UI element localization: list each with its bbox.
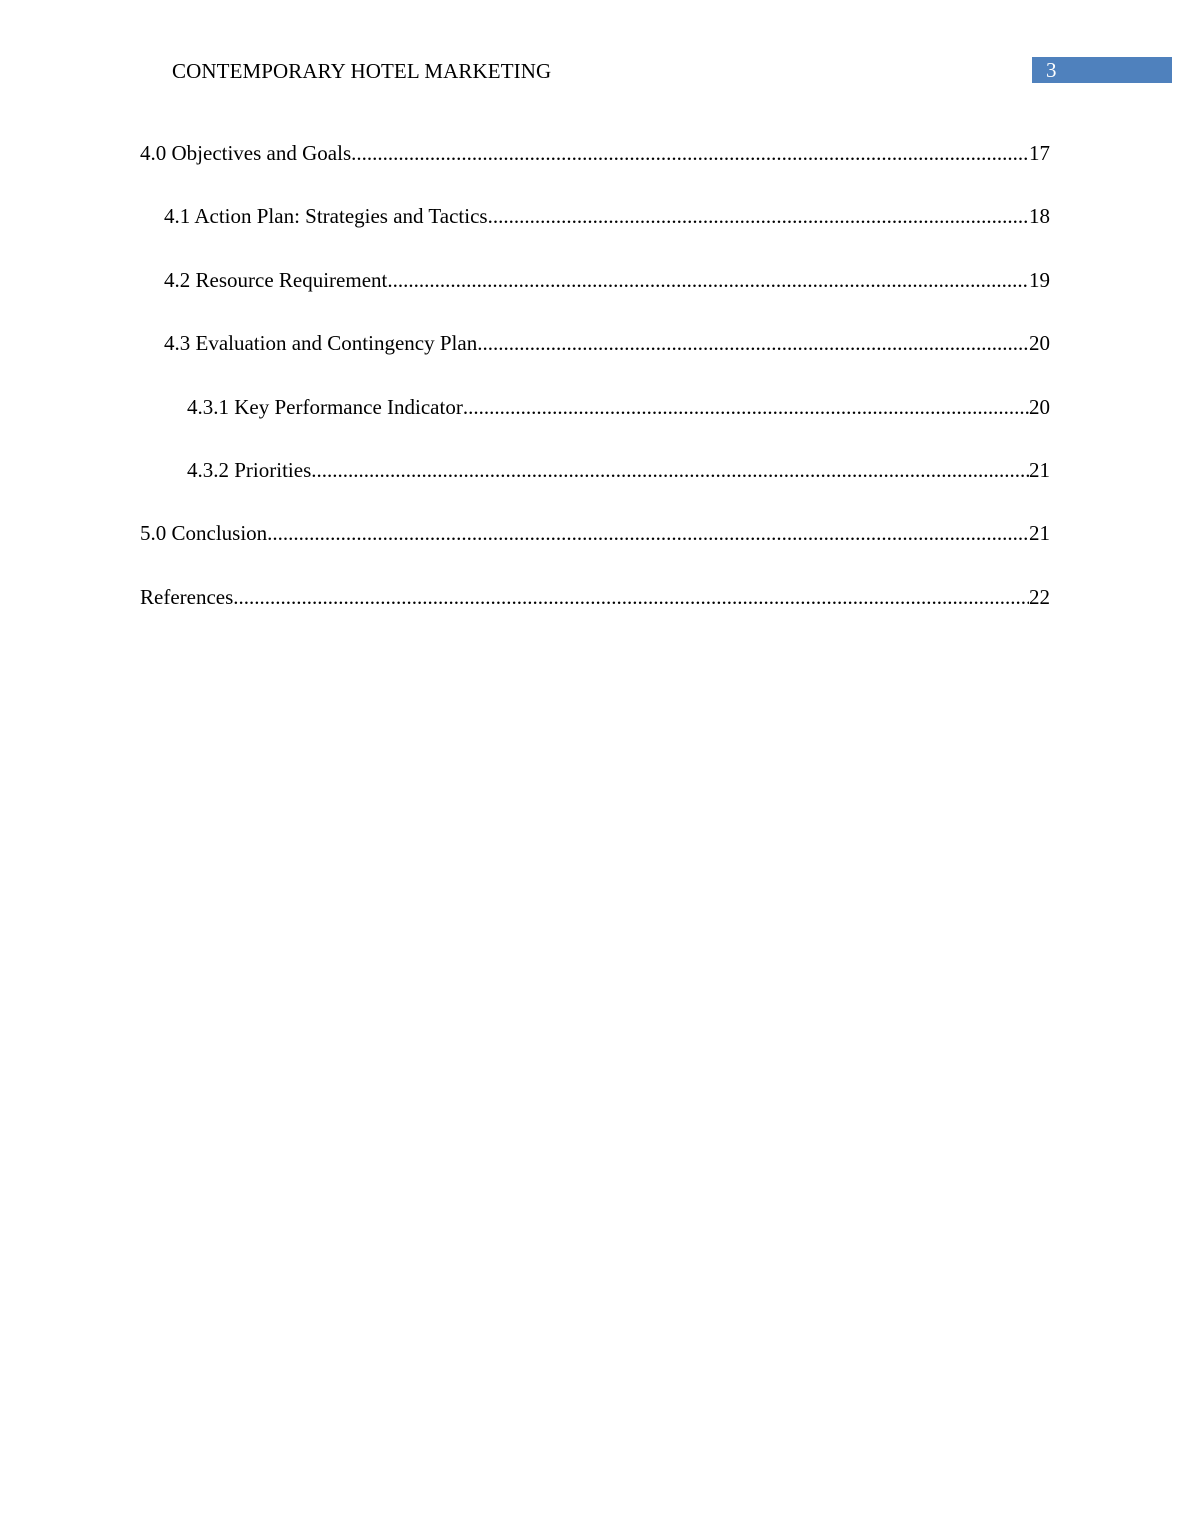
toc-entry-label: 4.3.2 Priorities bbox=[187, 457, 312, 482]
toc-dot-leader bbox=[267, 518, 1029, 548]
toc-dot-leader bbox=[387, 265, 1029, 295]
toc-dot-leader bbox=[463, 392, 1029, 422]
toc-entry-label: 4.0 Objectives and Goals bbox=[140, 141, 352, 165]
toc-entry-page: 21 bbox=[1029, 521, 1050, 546]
toc-dot-leader bbox=[488, 201, 1029, 231]
table-of-contents bbox=[140, 138, 1050, 645]
toc-entry[interactable] bbox=[140, 328, 1050, 391]
toc-entry-page: 19 bbox=[1029, 267, 1050, 292]
toc-entry-page: 18 bbox=[1029, 204, 1050, 229]
running-header-title: CONTEMPORARY HOTEL MARKETING bbox=[172, 59, 552, 83]
page-number-badge bbox=[1032, 57, 1172, 83]
toc-entry[interactable] bbox=[140, 392, 1050, 455]
toc-entry[interactable] bbox=[140, 201, 1050, 264]
toc-entry-label: 4.1 Action Plan: Strategies and Tactics bbox=[164, 204, 488, 229]
toc-entry-page: 21 bbox=[1029, 457, 1050, 482]
toc-entry-page: 22 bbox=[1029, 584, 1050, 609]
toc-entry-page: 17 bbox=[1029, 141, 1050, 165]
toc-entry[interactable] bbox=[140, 265, 1050, 328]
page-number: 3 bbox=[1046, 58, 1057, 82]
toc-entry[interactable] bbox=[140, 582, 1050, 645]
toc-dot-leader bbox=[233, 582, 1029, 612]
toc-entry[interactable] bbox=[140, 455, 1050, 518]
toc-entry-page: 20 bbox=[1029, 394, 1050, 419]
toc-entry-label: 4.3 Evaluation and Contingency Plan bbox=[164, 331, 478, 356]
toc-dot-leader bbox=[477, 328, 1029, 358]
toc-dot-leader bbox=[311, 455, 1029, 485]
toc-dot-leader bbox=[351, 138, 1029, 168]
toc-entry[interactable] bbox=[140, 518, 1050, 581]
toc-entry-label: References bbox=[140, 584, 234, 609]
toc-entry[interactable] bbox=[140, 138, 1050, 201]
toc-entry-page: 20 bbox=[1029, 331, 1050, 356]
toc-entry-label: 4.2 Resource Requirement bbox=[164, 267, 388, 292]
toc-entry-label: 5.0 Conclusion bbox=[140, 521, 268, 546]
toc-entry-label: 4.3.1 Key Performance Indicator bbox=[187, 394, 463, 419]
